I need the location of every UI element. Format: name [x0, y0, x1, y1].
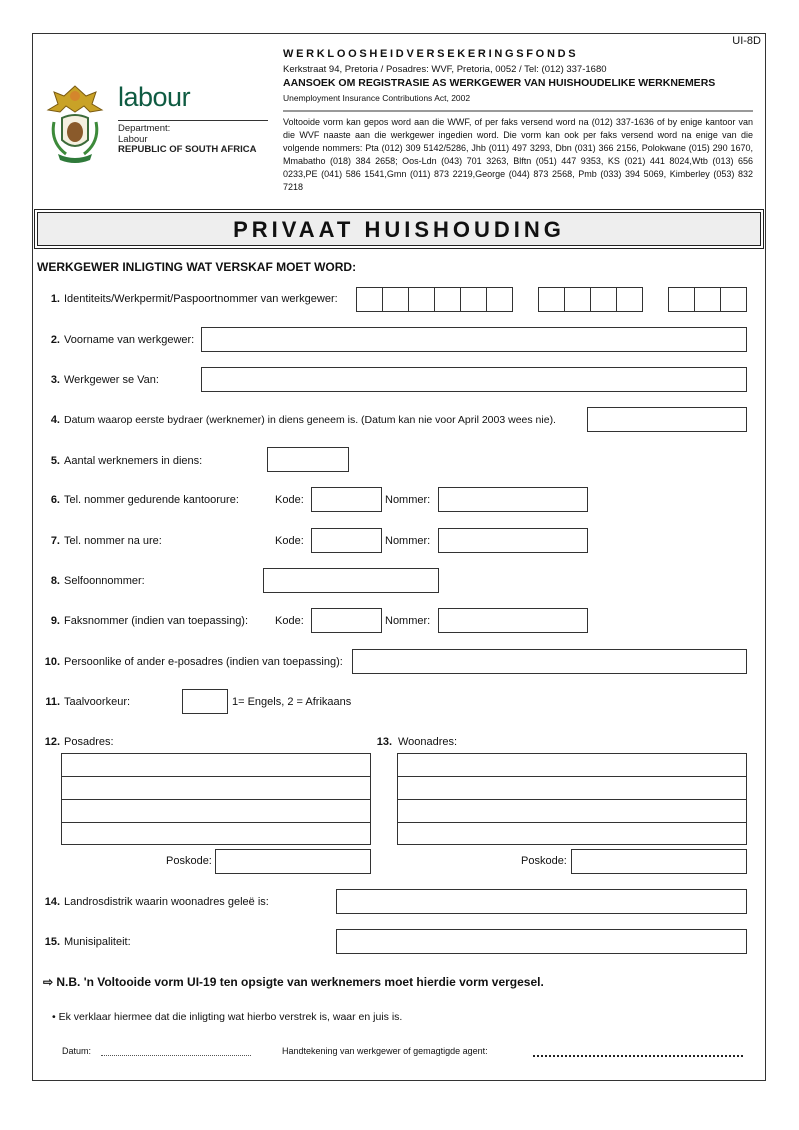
field-9-code-label: Kode:: [275, 615, 304, 627]
signature-line[interactable]: [533, 1048, 743, 1057]
field-10-label: Persoonlike of ander e-posadres (indien van toepassing):: [64, 656, 343, 668]
field-7-label: Tel. nommer na ure:: [64, 535, 162, 547]
field-4-label: Datum waarop eerste bydraer (werknemer) in diens geneem is. (Datum kan nie voor April 2003 wees nie).: [64, 414, 556, 426]
field-3-number: 3.: [50, 374, 60, 386]
field-9-number: 9.: [50, 615, 60, 627]
residential-address-line[interactable]: [397, 799, 747, 822]
language-preference-field[interactable]: [182, 689, 228, 714]
field-6-number: 6.: [50, 494, 60, 506]
field-10-number: 10.: [44, 656, 60, 668]
field-8-label: Selfoonnommer:: [64, 575, 145, 587]
field-13-number: 13.: [376, 736, 392, 748]
field-12-number: 12.: [44, 736, 60, 748]
field-12-label: Posadres:: [64, 736, 114, 748]
field-14-number: 14.: [44, 896, 60, 908]
form-banner: PRIVAAT HUISHOUDING: [37, 212, 761, 246]
office-phone-number-field[interactable]: [438, 487, 588, 512]
logo-wordmark: labour: [118, 82, 191, 112]
form-number: UI-8D: [732, 35, 761, 47]
signature-label: Handtekening van werkgewer of gemagtigde agent:: [282, 1046, 488, 1056]
field-1-label: Identiteits/Werkpermit/Paspoortnommer van werkgewer:: [64, 293, 338, 305]
postal-code-field[interactable]: [215, 849, 371, 874]
id-number-cells-group-3[interactable]: [668, 287, 747, 312]
postal-code-label: Poskode:: [166, 855, 212, 867]
field-5-number: 5.: [50, 455, 60, 467]
first-names-field[interactable]: [201, 327, 747, 352]
residential-address-lines[interactable]: [397, 753, 747, 845]
form-title: AANSOEK OM REGISTRASIE AS WERKGEWER VAN HUISHOUDELIKE WERKNEMERS: [283, 77, 716, 89]
postal-address-line[interactable]: [61, 776, 371, 799]
id-number-cells-group-1[interactable]: [356, 287, 513, 312]
field-8-number: 8.: [50, 575, 60, 587]
residential-address-line[interactable]: [397, 822, 747, 845]
field-11-label: Taalvoorkeur:: [64, 696, 131, 708]
after-hours-number-field[interactable]: [438, 528, 588, 553]
dept-line-2: Labour: [118, 133, 148, 145]
municipality-field[interactable]: [336, 929, 747, 954]
field-9-number-label: Nommer:: [385, 615, 431, 627]
department-name: [118, 124, 256, 156]
office-phone-code-field[interactable]: [311, 487, 382, 512]
coat-of-arms-icon: [44, 82, 106, 164]
field-7-number: 7.: [50, 535, 60, 547]
field-15-label: Munisipaliteit:: [64, 936, 131, 948]
after-hours-code-field[interactable]: [311, 528, 382, 553]
field-6-number-label: Nommer:: [385, 494, 431, 506]
date-line[interactable]: [101, 1048, 251, 1056]
submission-instructions: Voltooide vorm kan gepos word aan die WWF, of per faks versend word na (012) 337-1636 of by enige kantoor van die WVF naaste aan die werkgewer ingedien word. Die vorm kan ook per faks versend word na enige van die volgende nommers: Pta (012) 309 5142/5286, Jhb (011) 497 3293, Dbn (031) 366 2156, Polokwane (015) 290 1670, Mmabatho (018) 384 2658; Oos-Ldn (043) 701 3263, Blftn (051) 447 9353, KS (021) 441 8024,Wtb (013) 656 0233,PE (041) 586 1541,Gmn (011) 873 2219,George (044) 873 2568, Pmb (033) 394 5069, Kimberley (053) 832 7218: [283, 117, 753, 192]
postal-address-line[interactable]: [61, 822, 371, 845]
field-11-number: 11.: [45, 696, 60, 708]
declaration: • Ek verklaar hiermee dat die inligting wat hierbo verstrek is, waar en juis is.: [52, 1011, 403, 1023]
magisterial-district-field[interactable]: [336, 889, 747, 914]
fax-code-field[interactable]: [311, 608, 382, 633]
field-6-code-label: Kode:: [275, 494, 304, 506]
country-name: REPUBLIC OF SOUTH AFRICA: [118, 144, 257, 155]
residential-address-line[interactable]: [397, 776, 747, 799]
residential-code-field[interactable]: [571, 849, 747, 874]
field-5-label: Aantal werknemers in diens:: [64, 455, 203, 467]
organisation-address: Kerkstraat 94, Pretoria / Posadres: WVF, Pretoria, 0052 / Tel: (012) 337-1680: [283, 64, 607, 75]
organisation-name: WERKLOOSHEIDVERSEKERINGSFONDS: [283, 48, 579, 60]
postal-address-lines[interactable]: [61, 753, 371, 845]
date-label: Datum:: [62, 1046, 92, 1056]
field-1-number: 1.: [50, 293, 60, 305]
field-13-label: Woonadres:: [398, 736, 458, 748]
act-reference: Unemployment Insurance Contributions Act, 2002: [283, 93, 471, 103]
surname-field[interactable]: [201, 367, 747, 392]
cellphone-field[interactable]: [263, 568, 439, 593]
field-2-number: 2.: [50, 334, 60, 346]
field-7-number-label: Nommer:: [385, 535, 431, 547]
postal-address-line[interactable]: [61, 799, 371, 822]
first-employment-date-field[interactable]: [587, 407, 747, 432]
dept-line-1: Department:: [118, 123, 171, 134]
field-2-label: Voorname van werkgewer:: [64, 334, 195, 346]
nb-note: ⇨ N.B. 'n Voltooide vorm UI-19 ten opsigte van werknemers moet hierdie vorm vergesel.: [43, 975, 544, 989]
field-9-label: Faksnommer (indien van toepassing):: [64, 615, 249, 627]
id-number-cells-group-2[interactable]: [538, 287, 643, 312]
field-6-label: Tel. nommer gedurende kantoorure:: [64, 494, 239, 506]
postal-address-line[interactable]: [61, 753, 371, 776]
employee-count-field[interactable]: [267, 447, 349, 472]
logo-divider: [118, 120, 268, 121]
field-14-label: Landrosdistrik waarin woonadres geleë is:: [64, 896, 269, 908]
residential-code-label: Poskode:: [521, 855, 567, 867]
residential-address-line[interactable]: [397, 753, 747, 776]
fax-number-field[interactable]: [438, 608, 588, 633]
field-7-code-label: Kode:: [275, 535, 304, 547]
header-divider: [283, 110, 753, 112]
email-field[interactable]: [352, 649, 747, 674]
section-title: WERKGEWER INLIGTING WAT VERSKAF MOET WORD:: [37, 260, 357, 274]
language-hint: 1= Engels, 2 = Afrikaans: [232, 696, 352, 708]
department-logo: [44, 82, 268, 167]
field-3-label: Werkgewer se Van:: [64, 374, 159, 386]
field-15-number: 15.: [44, 936, 60, 948]
field-4-number: 4.: [50, 414, 60, 426]
